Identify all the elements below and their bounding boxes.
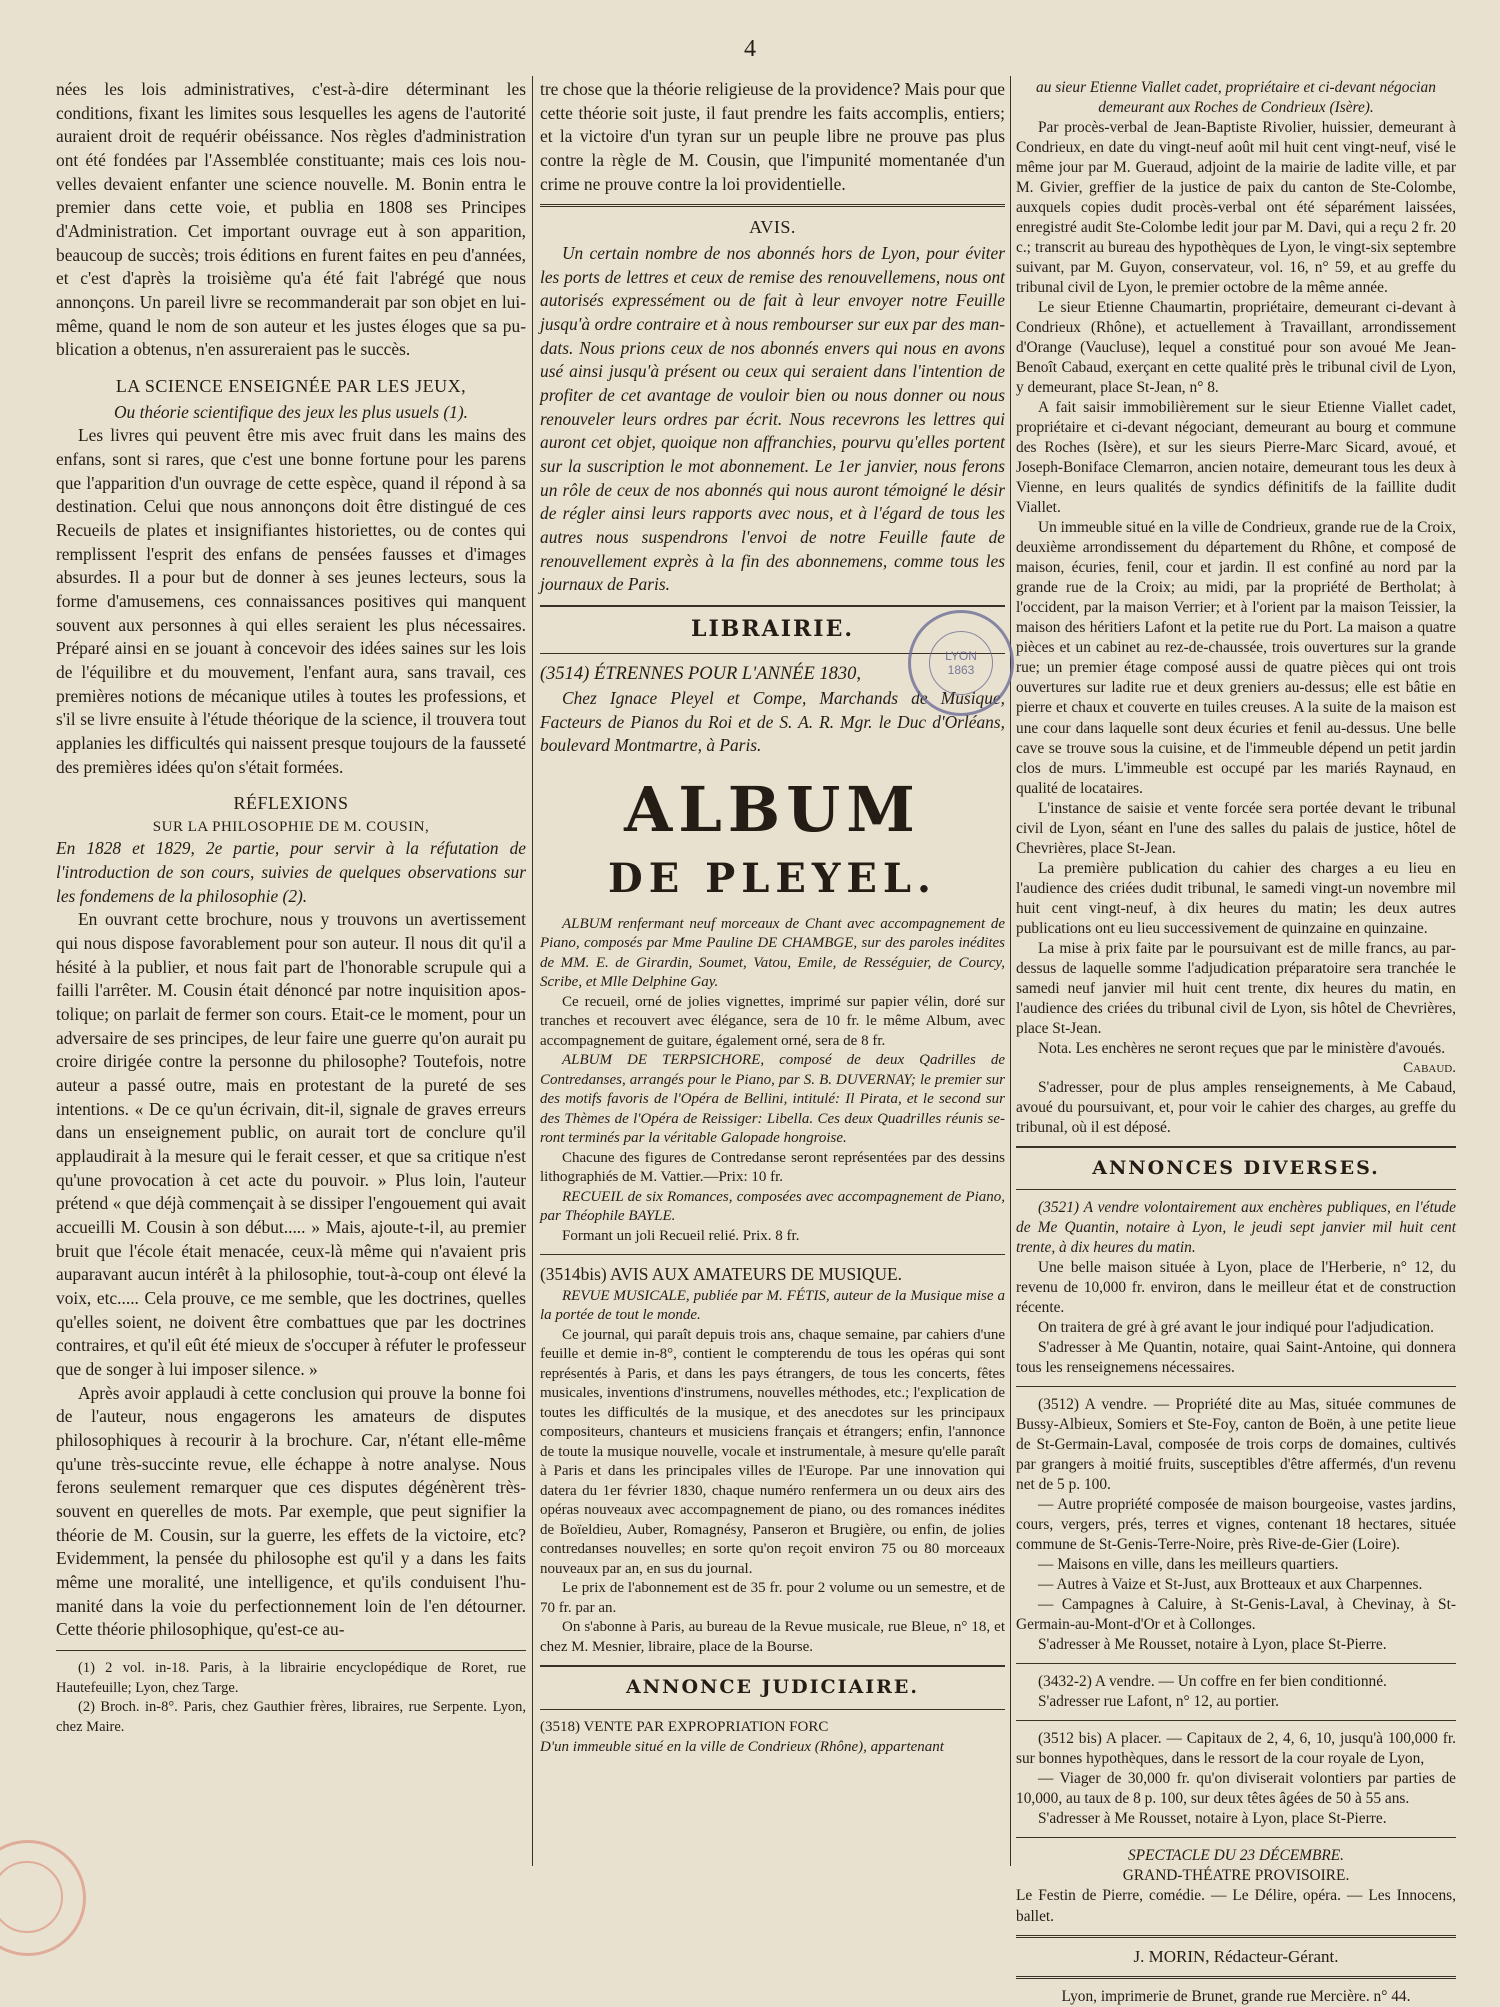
theatre-programme: Le Festin de Pierre, comédie. — Le Délire, opéra. — Les Innocens, ballet. <box>1016 1887 1456 1925</box>
heading-science-jeux: LA SCIENCE ENSEIGNÉE PAR LES JEUX, <box>115 376 467 397</box>
section-rule <box>540 1665 1005 1667</box>
section-rule <box>1016 1663 1456 1664</box>
album-subtitle: DE PLEYEL. <box>608 855 937 903</box>
footnote-2: (2) Broch. in-8°. Paris, chez Gauthier frères, libraires, rue Serpente. Lyon, chez Maire. <box>56 1699 526 1735</box>
subheading-science-jeux: Ou théorie scientifique des jeux les plus usuels (1). <box>113 401 469 422</box>
imprimerie: Lyon, imprimerie de Brunet, grande rue Mercière. n° 44. <box>1061 1987 1411 2005</box>
annonce-3521-p2: On traitera de gré à gré avant le jour indiqué pour l'adjudication. <box>1038 1319 1434 1337</box>
section-rule <box>540 605 1005 607</box>
annonce-3512-p3: — Maisons en ville, dans les meilleurs quartiers. <box>1038 1556 1339 1574</box>
album-romances: RECUEIL de six Romances, composées avec accompagnement de Piano, par Théophile BAYLE. <box>540 1188 1005 1225</box>
column-3 <box>1016 78 1456 2005</box>
annonce-3512-p5: — Campagnes à Caluire, à St-Genis-Laval, à Chevinay, à St-Germain-au-Mont-d'Or et à Collonges. <box>1016 1596 1456 1634</box>
avis-amateurs-heading: (3514bis) AVIS AUX AMATEURS DE MUSIQUE. <box>540 1264 903 1285</box>
library-stamp-logo <box>908 610 1014 716</box>
annonce-3512bis-p2: — Viager de 30,000 fr. qu'on diviserait volontiers par parties de 10,000, au taux de 8 p. 100, sur deux têtes âgées de 50 à 55 ans. <box>1016 1770 1456 1808</box>
vente-p6: La première publication du cahier des charges a eu lieu en l'audience des criées dudit tribunal, le samedi vingt-un novembre mil huit cent vingt-neuf, à dix heures du matin; les deux autres publications ont eu lieu successivement de quinzaine en quinzaine. <box>1016 859 1456 937</box>
album-description: ALBUM renfermant neuf morceaux de Chant avec accompagnement de Piano, composés par Mme Pauline DE CHAMBGE, sur des paroles inédites de MM. E. de Girardin, Soumet, Vatou, Emile, de Rességuier, de Courcy, Scribe, et Mlle Delphine Gay. <box>540 915 1005 991</box>
heading-annonces-diverses: ANNONCES DIVERSES. <box>1092 1157 1380 1180</box>
subheading-reflexions-dates: En 1828 et 1829, 2e partie, pour servir à la réfutation de l'introduction de son cours, suivies de quelques observations sur les fondemens de la philosophie (2). <box>56 838 526 906</box>
page-number: 4 <box>744 36 756 62</box>
vente-owner: au sieur Etienne Viallet cadet, propriétaire et ci-devant négocian demeurant aux Roches de Condrieux (Isère). <box>1036 79 1436 117</box>
section-rule <box>1016 1935 1456 1938</box>
section-rule <box>540 1709 1005 1710</box>
article-science-jeux: Les livres qui peuvent être mis avec fruit dans les mains des enfans, sont si rares, que c'est une bonne fortune pour les parens que l'apparition d'un ouvrage de cette espèce, quand il répond à sa destination. Celui que nous annonçons doit être distingué de ces Recueils de plates et insignifiantes historiettes, ou de contes qui remplissent l'esprit des enfans de pensées fausses et d'images absurdes. Il a pour but de donner à ses jeunes lecteurs, sous la forme d'amusemens, ces connaissances positives qui manquent souvent aux personnes à qui elles seraient les plus nécessaires. Préparé ainsi en se jouant à concevoir des idées saines sur les lois de l'équilibre et du mouvement, l'enfant aura, sans travail, ces premières notions de mécanique utiles à toutes les professions, et s'il se livre ensuite à l'étude théorique de la science, il trouvera tout applanies les difficultés qui naissent presque toujours de la fausseté des premières idées qu'on s'était formées. <box>56 425 526 777</box>
annonce-3521-heading: (3521) A vendre volontairement aux enchères publiques, en l'étude de Me Quantin, notaire à Lyon, le jeudi sept janvier mil huit cent trente, à dix heures du matin. <box>1016 1199 1456 1257</box>
section-rule <box>1016 1837 1456 1838</box>
vente-p2: Le sieur Etienne Chaumartin, propriétaire, demeurant ci-devant à Condrieux (Rhône), et actuellement à Travaillant, arrondissement d'Orange (Vaucluse), lequel a constitué pour son avoué Me Jean-Benoît Cabaud, exerçant en cette qualité près le tribunal civil de Lyon, y demeurant, place St-Jean, n° 8. <box>1016 299 1456 397</box>
heading-reflexions: RÉFLEXIONS <box>233 793 349 814</box>
heading-avis: AVIS. <box>749 217 796 238</box>
section-rule <box>1016 1386 1456 1387</box>
section-rule <box>540 1254 1005 1255</box>
article-administration-end: nées les lois administratives, c'est-à-dire déterminant les conditions, fixant les limites sous lesquelles les agens de l'autorité auraient droit de requérir obéissance. Nos règles d'administration ont été fondées par l'Assemblée constituante; mais ces lois nouvelles devaient enfanter une science nouvelle. M. Bonin entra le premier dans cette voie, et publia en 1808 ses Principes d'Administration. Cet important ouvrage eut à son apparition, beaucoup de succès; trois éditions en furent faites en peu d'années, et c'est d'après la troisième qu'a été fait l'abrégé que nous annonçons. Un pareil livre se recommanderait par son objet en lui-même, quand le nom de son auteur et les justes éloges que sa publication a obtenus, n'en assureraient pas le succès. <box>56 79 526 360</box>
redacteur-gerant: J. MORIN, Rédacteur-Gérant. <box>1133 1946 1339 1966</box>
stamp-year: 1863 <box>947 663 975 677</box>
revue-prix: Le prix de l'abonnement est de 35 fr. pour 2 volume ou un semestre, et de 70 fr. par an. <box>540 1580 1005 1616</box>
annonce-3512-p2: — Autre propriété composée de maison bourgeoise, vastes jardins, cours, vergers, prés, terres et vignes, contenant 18 hectares, située commune de St-Genis-Terre-Noire, près Rive-de-Gier (Loire). <box>1016 1496 1456 1554</box>
column-2 <box>540 78 1005 1938</box>
annonce-3432-p2: S'adresser rue Lafont, n° 12, au portier. <box>1038 1693 1279 1711</box>
annonce-3432-p1: (3432-2) A vendre. — Un coffre en fer bien conditionné. <box>1038 1673 1387 1691</box>
vente-p3: A fait saisir immobilièrement sur le sieur Etienne Viallet cadet, propriétaire et ci-devant négociant, demeurant au bourg et commune des Roches (Isère), et sur les sieurs Pierre-Marc Sicard, avoué, et Joseph-Boniface Clemarron, ancien notaire, demeurant tous les deux à Vienne, en leurs qualités de syndics définitifs de la faillite dudit Viallet. <box>1016 399 1456 517</box>
revue-journal: Ce journal, qui paraît depuis trois ans, chaque semaine, par cahiers d'une feuille et demie in-8°, contient le compterendu de tous les opéras qui sont représentés à Paris, et dans les pays étrangers, de tous les concerts, fêtes musicales, inventions d'instrumens, nouvelles méthodes, etc.; l'explication de toutes les difficultés de la musique, et des anecdotes sur les principaux compositeurs, chanteurs et musiciens français et étrangers; enfin, l'annonce de toute la musique nouvelle, vocale et instrumentale, à mesure qu'elle paraît à Paris et dans les principales villes de l'Europe. Par une innovation qui datera du 1er février 1830, chaque numéro renfermera un ou deux airs des opéras nouveaux avec accompagnement de piano, ou des romances inédites de Boïeldieu, Auber, Romagnésy, Panseron et Brugière, ou enfin, de jolies contredanses nouvelles; en sorte qu'on reçoit environ 75 ou 80 morceaux nouveaux par an, en sus du journal. <box>540 1326 1005 1577</box>
vente-p1: Par procès-verbal de Jean-Baptiste Rivolier, huissier, demeurant à Condrieux, en date du vingt-neuf août mil huit cent vingt-neuf, visé le même jour par M. Gueraud, adjoint de la mairie de ladite ville, et par M. Givier, greffier de la justice de paix du canton de Ste-Colombe, auxquels copies dudit procès-verbal ont été séparément laissées, enregistré audit Ste-Colombe ledit jour par M. Davi, qui a reçu 2 fr. 20 c.; transcrit au bureau des hypothèques de Lyon, le vingt-six septembre suivant, par M. Guyon, conservateur, vol. 16, n° 59, et au greffe du tribunal civil de Lyon, le premier octobre de la même année. <box>1016 119 1456 297</box>
heading-annonce-judiciaire: ANNONCE JUDICIAIRE. <box>625 1676 920 1699</box>
vente-heading: (3518) VENTE PAR EXPROPRIATION FORC <box>540 1719 829 1736</box>
column-rule-right <box>1010 76 1011 1866</box>
annonce-3512bis-p3: S'adresser à Me Rousset, notaire à Lyon, place St-Pierre. <box>1038 1810 1387 1828</box>
annonce-3512-p6: S'adresser à Me Rousset, notaire à Lyon, place St-Pierre. <box>1038 1636 1387 1654</box>
annonce-3512bis-p1: (3512 bis) A placer. — Capitaux de 2, 4, 6, 10, jusqu'à 100,000 fr. sur bonnes hypothèques, dans le ressort de la cour royale de Lyon, <box>1016 1730 1456 1768</box>
album-formant: Formant un joli Recueil relié. Prix. 8 fr. <box>562 1227 800 1244</box>
column-1 <box>56 78 526 1928</box>
album-terpsichore: ALBUM DE TERPSICHORE, composé de deux Qadrilles de Contredanses, arrangés pour le Piano, par S. B. DUVERNAY; le premier sur des motifs favoris de l'Opéra de Bellini, intitulé: Il Pirata, et le second sur des Thèmes de l'Opéra de Reissiger: Libella. Ces deux Quadrilles réunis seront terminés par la véritable Galopade hongroise. <box>540 1052 1005 1147</box>
footnote-rule <box>56 1650 526 1651</box>
vente-p7: La mise à prix faite par le poursuivant est de mille francs, au par-dessus de laquelle somme l'adjudication préparatoire sera tranchée le samedi neuf janvier mil huit cent trente, dix heures du matin, en l'audience des criées du tribunal civil de Lyon, sis hôtel de Chevrières, place St-Jean. <box>1016 939 1456 1037</box>
article-providence-end: tre chose que la théorie religieuse de la providence? Mais pour que cette théorie soit juste, il faut prendre les faits accomplis, entiers; et la victoire d'un tyran sur un peuple libre ne prouve pas plus contre la règle de M. Cousin, que l'impunité momentanée d'un crime ne prouve contre la loi providentielle. <box>540 79 1006 194</box>
annonce-3521-p1: Une belle maison située à Lyon, place de l'Herberie, n° 12, du revenu de 10,000 fr. environ, dans le meilleur état et de construction récente. <box>1016 1259 1456 1317</box>
vente-p4: Un immeuble situé en la ville de Condrieux, grande rue de la Croix, deuxième arrondissement du département du Rhône, et composé de maison, écuries, fenil, cour et jardin. Il est confiné au nord par la grande rue de la Croix; au midi, par la propriété de Bertholat; à l'occident, par la maison Verrier; et à l'orient par la maison Teissier, la maison des héritiers Lafont et la petite rue du Port. La maison a quatre pièces et un cabinet au rez-de-chaussée, trois ouvertures sur la grande rue; un premier étage composé aussi de quatre pièces qui ont trois ouvertures sur ladite rue et deux greniers au-dessus; elle est bâtie en pierre et chaux et couverte en tuiles creuses. A la suite de la maison est une cour dans laquelle sont deux écuries et fenil au-dessus. Une belle cave se trouve sous la cuisine, et de l'immeuble dépend un petit jardin clos de murs. L'immeuble est occupé par les mariés Raynaud, en qualité de locataires. <box>1016 519 1456 797</box>
article-reflexions-p2: Après avoir applaudi à cette conclusion qui prouve la bonne foi de l'auteur, nous engagerons les amateurs de disputes philosophiques à recourir à la brochure. Car, n'étant elle-même qu'une très-succinte revue, elle échappe à notre analyse. Nous ferons seulement remarquer que ces disputes dégénèrent très-souvent en querelles de mots. Par exemple, que peut signifier la théorie de M. Cousin, sur la guerre, les effets de la victoire, etc? Evidemment, la pensée du philosophe est qu'il y a dans les faits même une moralité, une intelligence, et qu'ils conduisent l'humanité dans la voie du perfectionnement loin de l'en détourner. Cette théorie philosophique, qu'est-ce au- <box>56 1382 526 1640</box>
album-recueil: Ce recueil, orné de jolies vignettes, imprimé sur papier vélin, doré sur tranches et recouvert avec élégance, sera de 10 fr. le même Album, avec accompagnement de guitare, également orné, sera de 8 fr. <box>540 993 1005 1049</box>
article-reflexions-p1: En ouvrant cette brochure, nous y trouvons un avertissement qui nous dispose favorablement pour son auteur. Il nous dit qu'il a hésité à la publier, et nous fait part de l'honorable scrupule qui a failli l'arrêter. M. Cousin était dénoncé par notre inquisition apostolique; on parlait de fermer son cours. Etait-ce le moment, pour un adversaire de ses principes, de leur faire une guerre qu'on aurait pu croire dirigée contre la personne du philosophe? Toutefois, notre auteur a passé outre, mais en protestant de la pureté de ses intentions. « De ce qu'un écrivain, dit-il, signale de graves erreurs dans un enseignement public, on aurait tort de conclure qu'il applaudirait à la mesure qui le ferait cesser, et que sa critique n'est qu'une provocation à cet acte du pouvoir. » Plus loin, l'auteur prétend « que déjà commençait à se dissiper l'engouement qui avait accueilli M. Cousin à son début..... » Mais, ajoute-t-il, au premier bruit que l'école était menacée, ceux-là même qui n'avaient pris auparavant aucun intérêt à la philosophie, tout-à-coup ont élevé la voix, etc..... Cela prouve, ce me semble, que les doctrines, quelles qu'elles soient, ne doivent être combattues que par les doctrines contraires, et qu'il eût été mieux de s'occuper à réfuter le professeur que de songer à lui imposer silence. » <box>56 909 526 1380</box>
vente-p5: L'instance de saisie et vente forcée sera portée devant le tribunal civil de Lyon, séant en l'une des salles du palais de justice, hôtel de Chevrières, place St-Jean. <box>1016 799 1456 857</box>
section-rule <box>1016 1146 1456 1148</box>
column-rule-left <box>532 76 533 1866</box>
etrennes-publisher: Chez Ignace Pleyel et Compe, Marchands de Musique, Facteurs de Pianos du Roi et de S. A. R. Mgr. le Duc d'Orléans, boulevard Montmartre, à Paris. <box>540 687 1005 756</box>
vente-nota: Nota. Les enchères ne seront reçues que par le ministère d'avoués. <box>1038 1039 1446 1057</box>
vente-p8: S'adresser, pour de plus amples renseignements, à Me Cabaud, avoué du poursuivant, et, pour voir le cahier des charges, au greffe du tribunal, où il est déposé. <box>1016 1079 1456 1137</box>
album-title: ALBUM <box>624 772 921 846</box>
theatre-heading: GRAND-THÉATRE PROVISOIRE. <box>1122 1867 1350 1885</box>
section-rule <box>1016 1976 1456 1979</box>
avis-text: Un certain nombre de nos abonnés hors de Lyon, pour éviter les ports de lettres et ceux de remise des renouvellemens, nous ont autorisés expressément ou de fait à leur envoyer notre Feuille jusqu'à ordre contraire et à nous rembourser sur eux par des mandats. Nous prions ceux de nos abonnés envers qui nous en avons usé ainsi jusqu'à présent ou ceux qui seraient dans l'intention de profiter de cet avantage de vouloir bien ou nous donner ou nous renouveler leurs ordres par écrit. Nous recevrons les lettres qui auront cet objet, quoique non affranchies, pourvu qu'elles portent sur la suscription le mot abonnement. Le 1er janvier, nous ferons un rôle de ceux de nos abonnés qui nous auront témoigné le désir de régler ainsi leurs rapports avec nous, et à l'égard de tous les autres nous suspendrons l'envoi de notre Feuille faute de renouvellement exprès à la fin des abonnemens, comme tous les journaux de Paris. <box>540 242 1005 595</box>
section-rule <box>540 204 1005 207</box>
spectacle-heading: SPECTACLE DU 23 DÉCEMBRE. <box>1127 1847 1345 1865</box>
footnote-1: (1) 2 vol. in-18. Paris, à la librairie encyclopédique de Roret, rue Hautefeuille; Lyon, chez Targe. <box>56 1660 526 1696</box>
section-rule <box>1016 1189 1456 1190</box>
heading-librairie: LIBRAIRIE. <box>691 615 854 642</box>
annonce-3512-p1: (3512) A vendre. — Propriété dite au Mas, située communes de Bussy-Albieux, Somiers et Ste-Foy, canton de Boën, à une petite lieue de St-Germain-Laval, composée de trois corps de domaines, cultivés par grangers à moitié fruits, susceptibles d'être affermés, d'un revenu net de 5 p. 100. <box>1016 1396 1456 1494</box>
vente-signature: Cabaud. <box>1403 1059 1456 1076</box>
album-figures: Chacune des figures de Contredanse seront représentées par des dessins lithographiés de M. Vattier.—Prix: 10 fr. <box>540 1149 1005 1186</box>
subheading-reflexions: SUR LA PHILOSOPHIE DE M. COUSIN, <box>152 818 430 835</box>
section-rule <box>1016 1720 1456 1721</box>
annonce-3521-p3: S'adresser à Me Quantin, notaire, quai Saint-Antoine, qui donnera tous les renseignemens nécessaires. <box>1016 1339 1456 1377</box>
annonce-3512-p4: — Autres à Vaize et St-Just, aux Brotteaux et aux Charpennes. <box>1038 1576 1423 1594</box>
etrennes-heading: (3514) ÉTRENNES POUR L'ANNÉE 1830, <box>540 663 862 684</box>
revue-musicale-title: REVUE MUSICALE, publiée par M. FÉTIS, auteur de la Musique mise a la portée de tout le monde. <box>540 1287 1005 1324</box>
revue-abonnement: On s'abonne à Paris, au bureau de la Revue musicale, rue Bleue, n° 18, et chez M. Mesnier, libraire, place de la Bourse. <box>540 1619 1005 1655</box>
stamp-city: LYON <box>945 649 977 663</box>
vente-subheading: D'un immeuble situé en la ville de Condrieux (Rhône), appartenant <box>540 1738 944 1755</box>
